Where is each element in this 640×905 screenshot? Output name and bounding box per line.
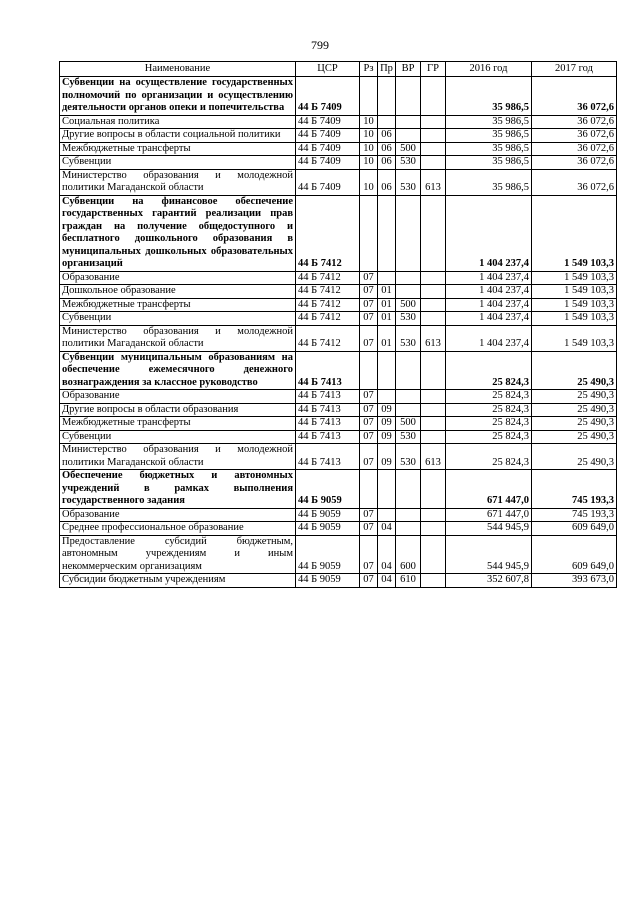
cell-2017: 745 193,3 xyxy=(532,470,617,509)
table-row xyxy=(60,403,617,417)
cell-2016: 1 404 237,4 xyxy=(446,195,532,271)
table-row xyxy=(60,444,617,470)
cell-2016: 35 986,5 xyxy=(446,156,532,170)
cell-gr xyxy=(421,156,446,170)
cell-gr: 613 xyxy=(421,325,446,351)
cell-gr xyxy=(421,522,446,536)
cell-pr: 01 xyxy=(378,325,396,351)
cell-2016: 35 986,5 xyxy=(446,77,532,116)
cell-vr xyxy=(396,285,421,299)
cell-csr: 44 Б 9059 xyxy=(296,522,360,536)
cell-vr: 610 xyxy=(396,574,421,588)
cell-pr: 06 xyxy=(378,169,396,195)
cell-vr xyxy=(396,403,421,417)
cell-2017: 1 549 103,3 xyxy=(532,271,617,285)
cell-pr: 09 xyxy=(378,444,396,470)
cell-rz: 07 xyxy=(360,444,378,470)
cell-pr xyxy=(378,351,396,390)
cell-pr xyxy=(378,390,396,404)
cell-gr xyxy=(421,535,446,574)
cell-csr: 44 Б 7412 xyxy=(296,325,360,351)
cell-rz: 07 xyxy=(360,403,378,417)
cell-pr: 06 xyxy=(378,156,396,170)
cell-csr: 44 Б 7412 xyxy=(296,298,360,312)
cell-2017: 36 072,6 xyxy=(532,156,617,170)
cell-rz: 07 xyxy=(360,574,378,588)
cell-rz: 07 xyxy=(360,508,378,522)
cell-pr: 04 xyxy=(378,535,396,574)
cell-2017: 609 649,0 xyxy=(532,535,617,574)
table-row-section xyxy=(60,77,617,116)
cell-2016: 25 824,3 xyxy=(446,430,532,444)
cell-name: Министерство образования и молодежной политики Магаданской области xyxy=(60,325,296,351)
cell-csr: 44 Б 7412 xyxy=(296,271,360,285)
cell-name: Другие вопросы в области образования xyxy=(60,403,296,417)
cell-name: Дошкольное образование xyxy=(60,285,296,299)
table-row xyxy=(60,574,617,588)
cell-csr: 44 Б 7409 xyxy=(296,142,360,156)
cell-csr: 44 Б 7413 xyxy=(296,417,360,431)
cell-2016: 352 607,8 xyxy=(446,574,532,588)
cell-csr: 44 Б 7409 xyxy=(296,77,360,116)
cell-vr: 600 xyxy=(396,535,421,574)
cell-2016: 35 986,5 xyxy=(446,142,532,156)
table-row-section xyxy=(60,351,617,390)
cell-2016: 671 447,0 xyxy=(446,470,532,509)
cell-2017: 609 649,0 xyxy=(532,522,617,536)
cell-rz: 07 xyxy=(360,298,378,312)
cell-rz xyxy=(360,470,378,509)
cell-pr xyxy=(378,195,396,271)
cell-name: Субвенции xyxy=(60,312,296,326)
cell-vr xyxy=(396,77,421,116)
cell-2017: 1 549 103,3 xyxy=(532,285,617,299)
cell-gr xyxy=(421,195,446,271)
cell-vr xyxy=(396,390,421,404)
cell-csr: 44 Б 7413 xyxy=(296,430,360,444)
cell-2016: 25 824,3 xyxy=(446,390,532,404)
cell-gr xyxy=(421,351,446,390)
cell-2017: 1 549 103,3 xyxy=(532,195,617,271)
cell-csr: 44 Б 9059 xyxy=(296,574,360,588)
cell-pr: 09 xyxy=(378,417,396,431)
cell-rz: 07 xyxy=(360,312,378,326)
header-vr: ВР xyxy=(396,62,421,77)
table-row xyxy=(60,142,617,156)
cell-pr xyxy=(378,77,396,116)
cell-csr: 44 Б 7413 xyxy=(296,351,360,390)
cell-gr xyxy=(421,285,446,299)
cell-csr: 44 Б 7409 xyxy=(296,115,360,129)
cell-vr: 530 xyxy=(396,169,421,195)
cell-gr: 613 xyxy=(421,444,446,470)
cell-pr: 01 xyxy=(378,312,396,326)
cell-csr: 44 Б 7413 xyxy=(296,390,360,404)
cell-csr: 44 Б 9059 xyxy=(296,508,360,522)
cell-name: Социальная политика xyxy=(60,115,296,129)
cell-2016: 35 986,5 xyxy=(446,169,532,195)
header-gr: ГР xyxy=(421,62,446,77)
table-row xyxy=(60,115,617,129)
cell-name: Министерство образования и молодежной политики Магаданской области xyxy=(60,169,296,195)
cell-rz: 10 xyxy=(360,156,378,170)
cell-2017: 25 490,3 xyxy=(532,430,617,444)
cell-csr: 44 Б 7412 xyxy=(296,312,360,326)
cell-2016: 1 404 237,4 xyxy=(446,325,532,351)
cell-pr: 09 xyxy=(378,403,396,417)
cell-2017: 25 490,3 xyxy=(532,444,617,470)
cell-2016: 25 824,3 xyxy=(446,444,532,470)
cell-2016: 1 404 237,4 xyxy=(446,271,532,285)
cell-pr: 01 xyxy=(378,285,396,299)
cell-rz xyxy=(360,351,378,390)
cell-csr: 44 Б 7413 xyxy=(296,403,360,417)
cell-csr: 44 Б 7412 xyxy=(296,195,360,271)
cell-rz: 07 xyxy=(360,522,378,536)
cell-2016: 544 945,9 xyxy=(446,535,532,574)
table-row xyxy=(60,271,617,285)
cell-vr xyxy=(396,351,421,390)
cell-vr xyxy=(396,271,421,285)
cell-2017: 1 549 103,3 xyxy=(532,298,617,312)
cell-2017: 25 490,3 xyxy=(532,417,617,431)
cell-name: Межбюджетные трансферты xyxy=(60,417,296,431)
cell-name: Субвенции xyxy=(60,430,296,444)
cell-gr xyxy=(421,470,446,509)
cell-2017: 745 193,3 xyxy=(532,508,617,522)
cell-name: Межбюджетные трансферты xyxy=(60,142,296,156)
cell-2017: 36 072,6 xyxy=(532,142,617,156)
cell-pr: 04 xyxy=(378,522,396,536)
cell-gr xyxy=(421,390,446,404)
cell-name: Субвенции xyxy=(60,156,296,170)
cell-2017: 393 673,0 xyxy=(532,574,617,588)
cell-gr: 613 xyxy=(421,169,446,195)
table-row xyxy=(60,325,617,351)
cell-vr xyxy=(396,508,421,522)
cell-2016: 25 824,3 xyxy=(446,351,532,390)
cell-2017: 36 072,6 xyxy=(532,169,617,195)
table-row xyxy=(60,169,617,195)
table-row-section xyxy=(60,195,617,271)
cell-name: Обеспечение бюджетных и автономных учреждений в рамках выполнения государственного задания xyxy=(60,470,296,509)
cell-pr xyxy=(378,115,396,129)
cell-vr: 500 xyxy=(396,417,421,431)
cell-gr xyxy=(421,574,446,588)
cell-pr: 06 xyxy=(378,129,396,143)
cell-vr xyxy=(396,522,421,536)
header-2017: 2017 год xyxy=(532,62,617,77)
cell-csr: 44 Б 7409 xyxy=(296,169,360,195)
table-row xyxy=(60,285,617,299)
cell-gr xyxy=(421,298,446,312)
cell-gr xyxy=(421,430,446,444)
cell-2016: 1 404 237,4 xyxy=(446,298,532,312)
cell-name: Другие вопросы в области социальной политики xyxy=(60,129,296,143)
table-row xyxy=(60,535,617,574)
cell-rz: 07 xyxy=(360,325,378,351)
cell-pr: 01 xyxy=(378,298,396,312)
cell-csr: 44 Б 7409 xyxy=(296,129,360,143)
cell-csr: 44 Б 7412 xyxy=(296,285,360,299)
cell-gr xyxy=(421,312,446,326)
cell-2017: 36 072,6 xyxy=(532,115,617,129)
cell-2016: 25 824,3 xyxy=(446,417,532,431)
table-row xyxy=(60,129,617,143)
cell-gr xyxy=(421,115,446,129)
cell-gr xyxy=(421,508,446,522)
cell-rz: 10 xyxy=(360,115,378,129)
cell-name: Субвенции на осуществление государственных полномочий по организации и осуществлению деятельности органов опеки и попечительства xyxy=(60,77,296,116)
cell-csr: 44 Б 9059 xyxy=(296,470,360,509)
table-row xyxy=(60,298,617,312)
cell-rz: 07 xyxy=(360,285,378,299)
cell-name: Образование xyxy=(60,508,296,522)
cell-2016: 35 986,5 xyxy=(446,115,532,129)
cell-name: Субвенции на финансовое обеспечение государственных гарантий реализации прав граждан на получение общедоступного и бесплатного дошкольного образования в муниципальных дошкольных образовательных организаций xyxy=(60,195,296,271)
cell-2017: 25 490,3 xyxy=(532,351,617,390)
cell-2016: 544 945,9 xyxy=(446,522,532,536)
cell-name: Предоставление субсидий бюджетным, автономным учреждениям и иным некоммерческим организациям xyxy=(60,535,296,574)
cell-name: Министерство образования и молодежной политики Магаданской области xyxy=(60,444,296,470)
cell-name: Субвенции муниципальным образованиям на обеспечение ежемесячного денежного вознаграждения за классное руководство xyxy=(60,351,296,390)
header-csr: ЦСР xyxy=(296,62,360,77)
cell-gr xyxy=(421,417,446,431)
cell-name: Межбюджетные трансферты xyxy=(60,298,296,312)
header-pr: Пр xyxy=(378,62,396,77)
cell-name: Образование xyxy=(60,390,296,404)
cell-gr xyxy=(421,142,446,156)
cell-csr: 44 Б 7409 xyxy=(296,156,360,170)
cell-vr: 530 xyxy=(396,430,421,444)
cell-gr xyxy=(421,271,446,285)
cell-name: Среднее профессиональное образование xyxy=(60,522,296,536)
cell-2017: 1 549 103,3 xyxy=(532,312,617,326)
table-row xyxy=(60,430,617,444)
table-row xyxy=(60,508,617,522)
table-row xyxy=(60,417,617,431)
cell-pr: 09 xyxy=(378,430,396,444)
cell-rz: 10 xyxy=(360,142,378,156)
cell-2017: 36 072,6 xyxy=(532,129,617,143)
page-number: 799 xyxy=(311,38,329,52)
cell-vr: 500 xyxy=(396,142,421,156)
table-header-row xyxy=(60,62,617,77)
cell-vr xyxy=(396,195,421,271)
cell-2017: 25 490,3 xyxy=(532,403,617,417)
cell-pr xyxy=(378,470,396,509)
cell-rz: 07 xyxy=(360,390,378,404)
cell-vr: 530 xyxy=(396,312,421,326)
cell-rz: 07 xyxy=(360,430,378,444)
budget-table xyxy=(59,61,617,588)
cell-rz: 07 xyxy=(360,535,378,574)
cell-2017: 1 549 103,3 xyxy=(532,325,617,351)
cell-vr xyxy=(396,129,421,143)
cell-vr xyxy=(396,115,421,129)
cell-name: Субсидии бюджетным учреждениям xyxy=(60,574,296,588)
cell-rz: 10 xyxy=(360,129,378,143)
cell-2016: 1 404 237,4 xyxy=(446,312,532,326)
cell-2016: 671 447,0 xyxy=(446,508,532,522)
cell-vr: 530 xyxy=(396,325,421,351)
cell-pr: 06 xyxy=(378,142,396,156)
cell-vr: 530 xyxy=(396,444,421,470)
cell-rz xyxy=(360,195,378,271)
cell-rz: 10 xyxy=(360,169,378,195)
table-row xyxy=(60,522,617,536)
cell-2016: 35 986,5 xyxy=(446,129,532,143)
cell-2016: 25 824,3 xyxy=(446,403,532,417)
cell-pr xyxy=(378,271,396,285)
cell-csr: 44 Б 9059 xyxy=(296,535,360,574)
cell-rz xyxy=(360,77,378,116)
header-rz: Рз xyxy=(360,62,378,77)
table-row-section xyxy=(60,470,617,509)
cell-gr xyxy=(421,77,446,116)
cell-csr: 44 Б 7413 xyxy=(296,444,360,470)
cell-2017: 36 072,6 xyxy=(532,77,617,116)
table-row xyxy=(60,312,617,326)
cell-vr: 530 xyxy=(396,156,421,170)
cell-vr: 500 xyxy=(396,298,421,312)
cell-pr xyxy=(378,508,396,522)
cell-pr: 04 xyxy=(378,574,396,588)
cell-rz: 07 xyxy=(360,271,378,285)
cell-gr xyxy=(421,129,446,143)
table-row xyxy=(60,156,617,170)
header-2016: 2016 год xyxy=(446,62,532,77)
cell-rz: 07 xyxy=(360,417,378,431)
table-row xyxy=(60,390,617,404)
cell-gr xyxy=(421,403,446,417)
cell-vr xyxy=(396,470,421,509)
cell-name: Образование xyxy=(60,271,296,285)
cell-2017: 25 490,3 xyxy=(532,390,617,404)
cell-2016: 1 404 237,4 xyxy=(446,285,532,299)
header-name: Наименование xyxy=(60,62,296,77)
